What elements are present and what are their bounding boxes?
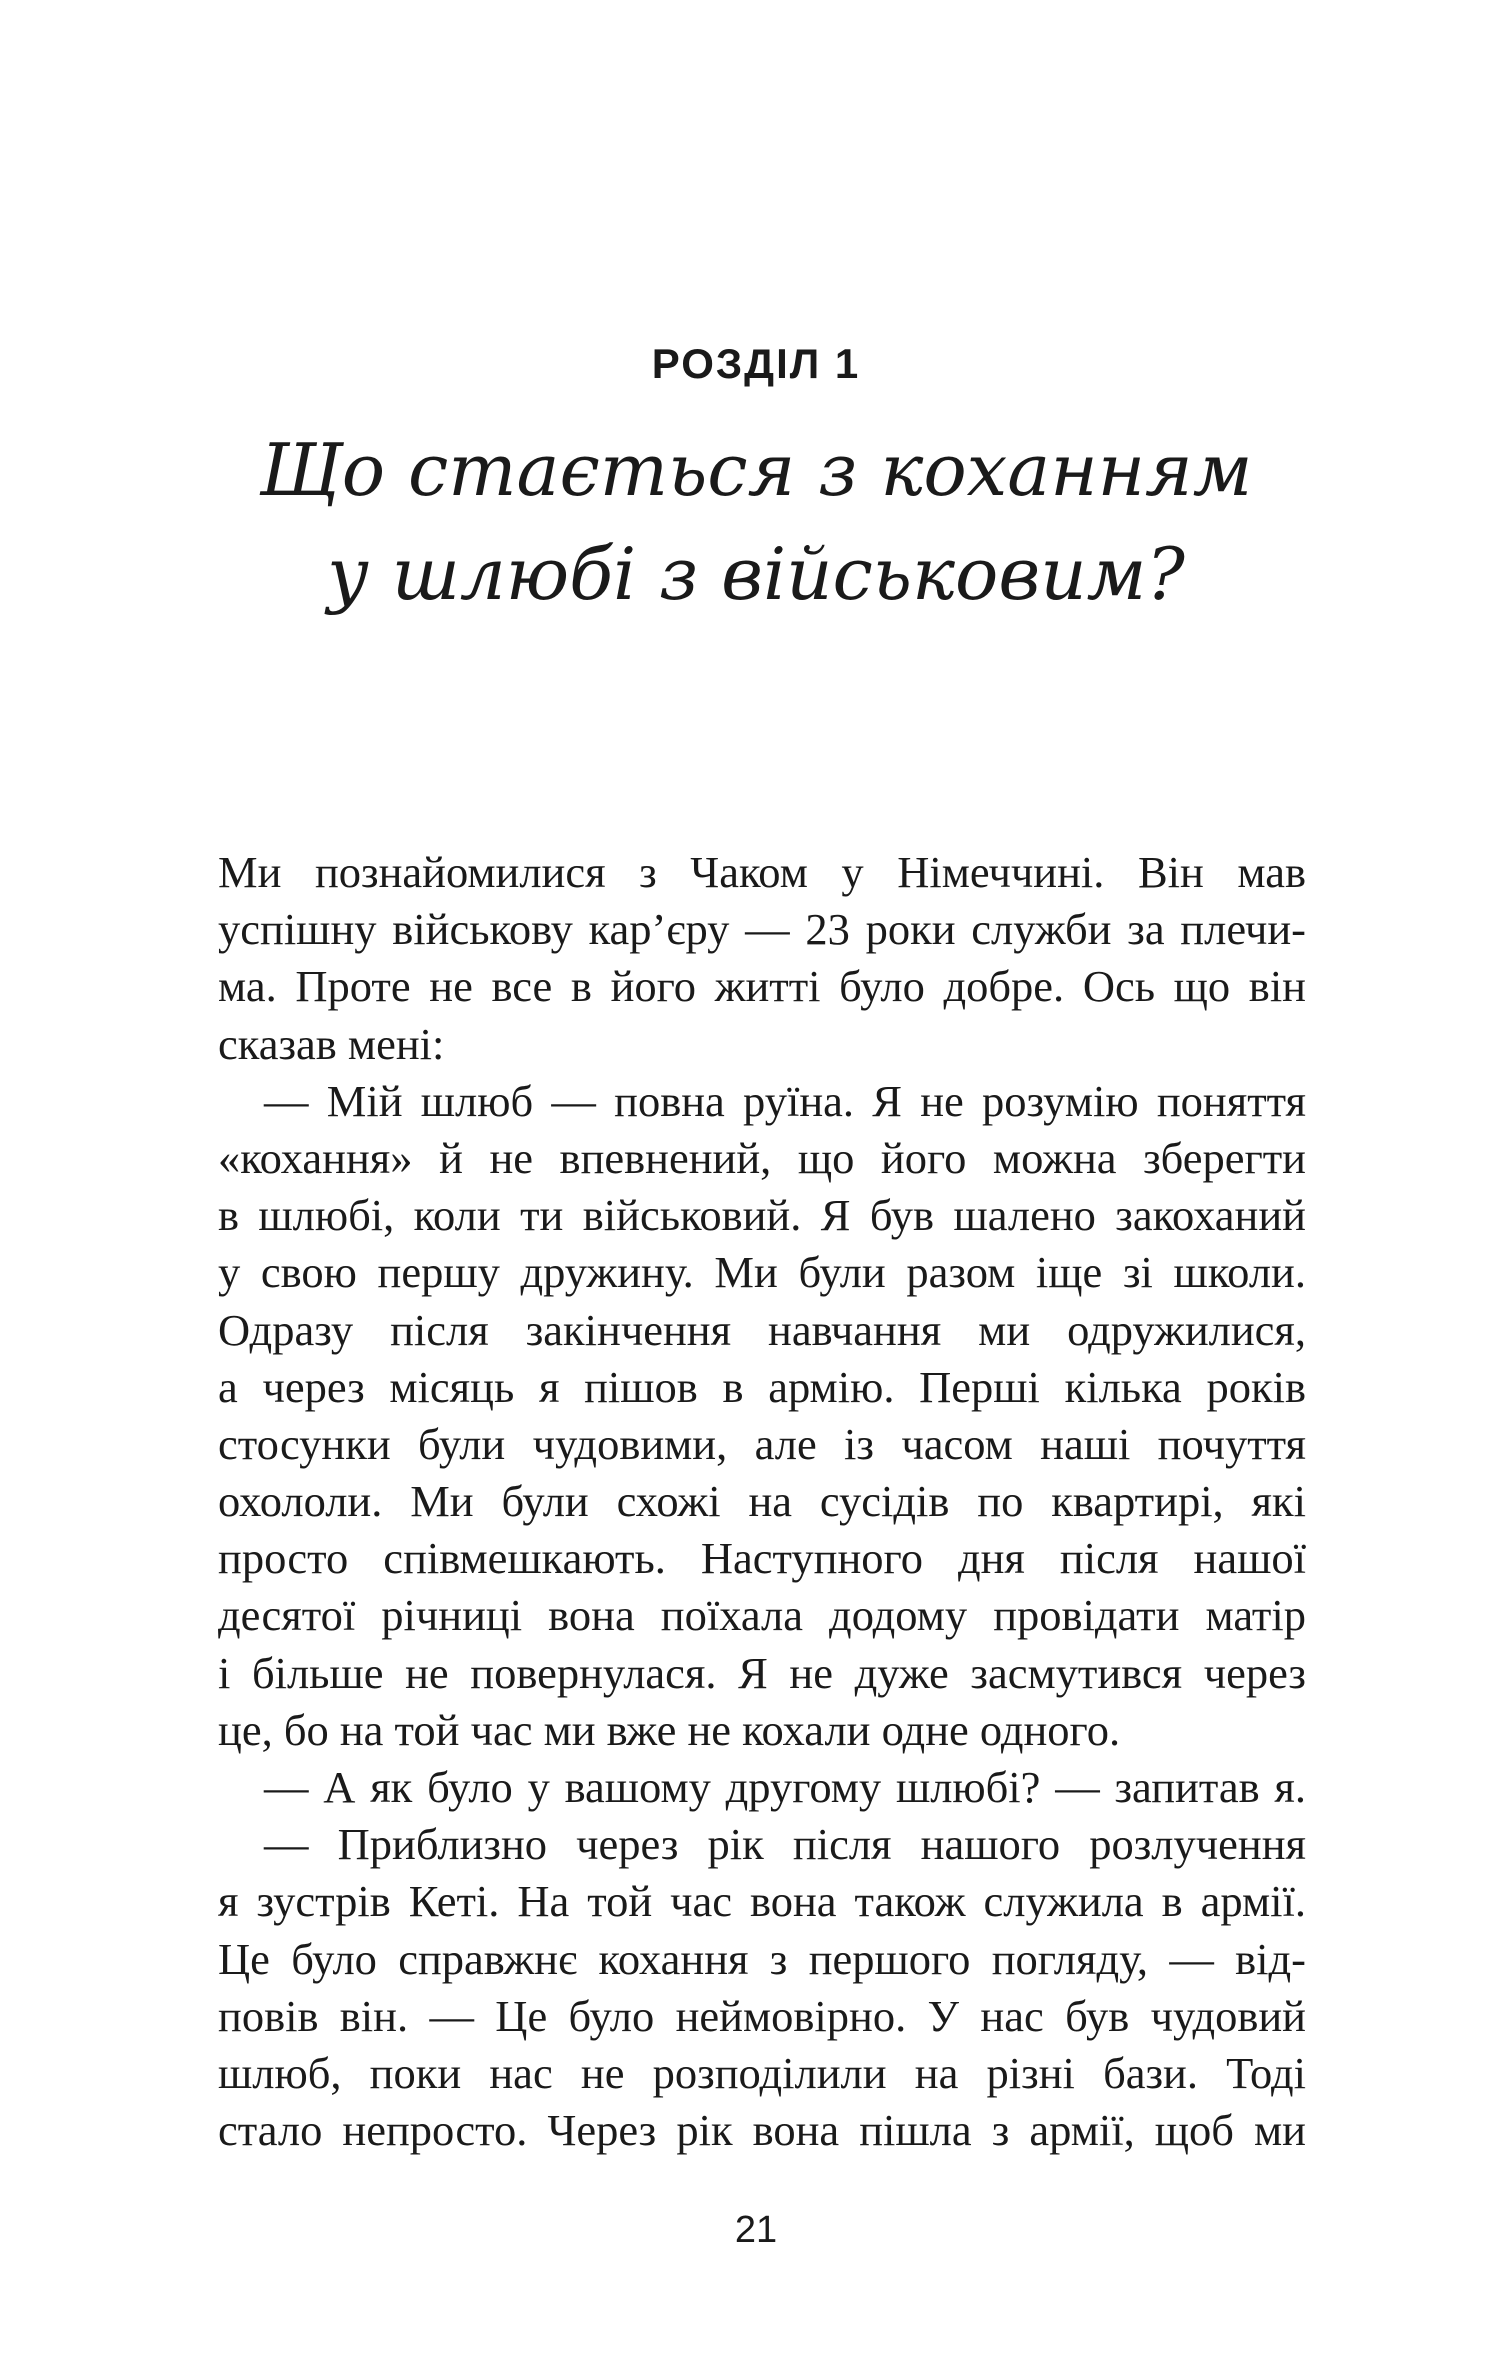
chapter-title-line: у шлюбі з військовим?	[327, 532, 1185, 616]
text-line: «кохання» й не впевнений, що його можна зберегти	[218, 1132, 1306, 1183]
text-line: і більше не повернулася. Я не дуже засмутився через	[218, 1647, 1306, 1698]
text-line: — Мій шлюб — повна руїна. Я не розумію поняття	[264, 1075, 1306, 1126]
text-line: Це було справжнє кохання з першого погляду, — від-	[218, 1933, 1306, 1984]
page-number: 21	[734, 2209, 778, 2251]
text-line: в шлюбі, коли ти військовий. Я був шалено закоханий	[218, 1190, 1306, 1241]
text-line: це, бо на той час ми вже не кохали одне одного.	[218, 1704, 1121, 1755]
text-line: сказав мені:	[218, 1018, 445, 1069]
chapter-title	[0, 418, 1512, 626]
text-line: Одразу після закінчення навчання ми одружилися,	[218, 1304, 1306, 1355]
text-line: у свою першу дружину. Ми були разом іще зі школи.	[218, 1247, 1306, 1298]
text-line: ма. Проте не все в його житті було добре. Ось що він	[218, 961, 1306, 1012]
text-line: — Приблизно через рік після нашого розлучення	[264, 1819, 1306, 1870]
chapter-title-line: Що стається з коханням	[259, 428, 1253, 512]
text-line: просто співмешкають. Наступного дня після нашої	[218, 1533, 1306, 1584]
text-line: повів він. — Це було неймовірно. У нас був чудовий	[218, 1990, 1306, 2041]
text-line: Ми познайомилися з Чаком у Німеччині. Він мав	[218, 847, 1306, 897]
text-line: я зустрів Кеті. На той час вона також служила в армії.	[218, 1876, 1306, 1927]
body-text	[218, 844, 1306, 2159]
text-line: стало непросто. Через рік вона пішла з армії, щоб ми	[218, 2105, 1306, 2156]
chapter-label: РОЗДІЛ 1	[651, 340, 861, 387]
text-line: шлюб, поки нас не розподілили на різні бази. Тоді	[218, 2047, 1306, 2098]
text-line: успішну військову кар’єру — 23 роки служби за плечи-	[218, 904, 1306, 955]
text-line: десятої річниці вона поїхала додому провідати матір	[218, 1590, 1306, 1641]
text-line: а через місяць я пішов в армію. Перші кілька років	[218, 1361, 1306, 1412]
text-line: стосунки були чудовими, але із часом наші почуття	[218, 1418, 1306, 1469]
text-line: охололи. Ми були схожі на сусідів по квартирі, які	[218, 1476, 1306, 1527]
text-line: — А як було у вашому другому шлюбі? — запитав я.	[264, 1762, 1306, 1812]
